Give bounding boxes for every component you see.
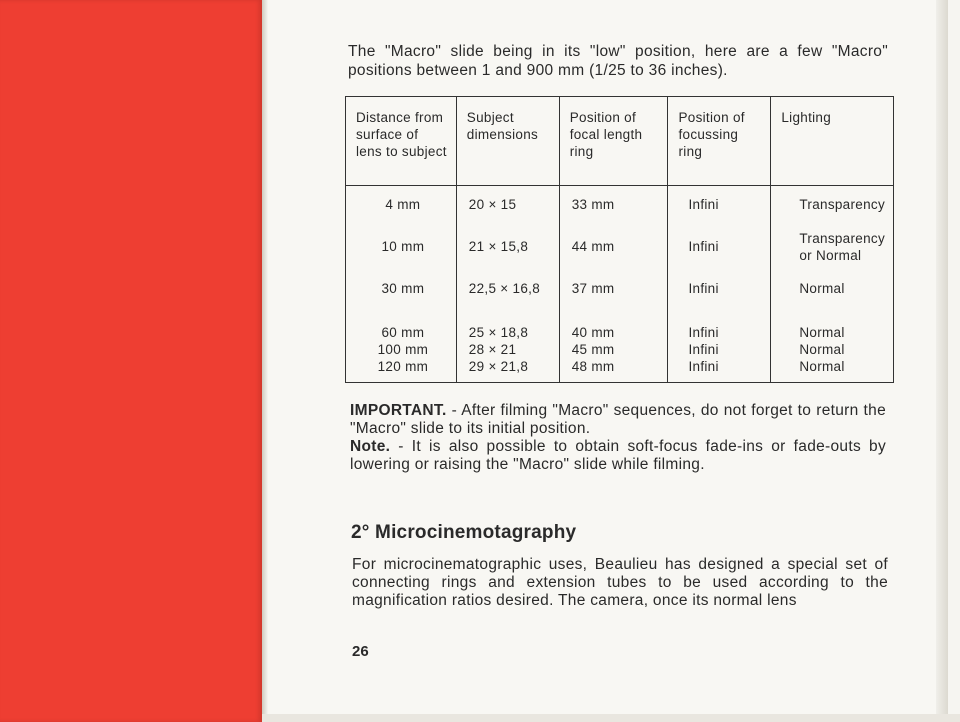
cell-focal-length: 44 mm xyxy=(559,230,668,272)
page-bottom-edge xyxy=(262,714,960,722)
cell-dimensions: 25 × 18,8 28 × 21 29 × 21,8 xyxy=(456,314,559,383)
cell-focussing: Infini xyxy=(668,230,771,272)
intro-paragraph: The "Macro" slide being in its "low" position, here are a few "Macro" positions between 1 and 900 mm (1/25 to 36 inches). xyxy=(348,43,888,79)
cell-focal-length: 37 mm xyxy=(559,272,668,314)
cell-focussing: Infini xyxy=(668,186,771,231)
cell-focussing: Infini Infini Infini xyxy=(668,314,771,383)
cell-lighting: Normal Normal Normal xyxy=(771,314,894,383)
header-distance: Distance from surface of lens to subject xyxy=(346,97,457,186)
body-paragraph: For microcinematographic uses, Beaulieu has designed a special set of connecting rings and extension tubes to be used according to the magnification ratios desired. The camera, once its normal lens xyxy=(352,556,888,609)
cell-focussing: Infini xyxy=(668,272,771,314)
table-row xyxy=(346,314,894,383)
table-row xyxy=(346,272,894,314)
cell-distance: 10 mm xyxy=(346,230,457,272)
important-label: IMPORTANT. xyxy=(350,402,447,419)
important-paragraph xyxy=(350,402,886,474)
table-row xyxy=(346,186,894,231)
cell-dimensions: 22,5 × 16,8 xyxy=(456,272,559,314)
note-text: - It is also possible to obtain soft-focus fade-ins or fade-outs by lowering or raising the "Macro" slide while filming. xyxy=(350,438,886,473)
header-subject-dimensions: Subject dimensions xyxy=(456,97,559,186)
book-cover-edge xyxy=(0,0,262,722)
page-number: 26 xyxy=(352,643,369,660)
header-lighting: Lighting xyxy=(771,97,894,186)
macro-positions-table xyxy=(345,96,894,383)
header-focal-length-ring: Position of focal length ring xyxy=(559,97,668,186)
important-text: - After filming "Macro" sequences, do not forget to return the "Macro" slide to its initial position. xyxy=(350,402,886,437)
table-row xyxy=(346,230,894,272)
cell-distance: 60 mm 100 mm 120 mm xyxy=(346,314,457,383)
section-title: 2° Microcinemotagraphy xyxy=(351,522,577,543)
cell-focal-length: 33 mm xyxy=(559,186,668,231)
cell-distance: 4 mm xyxy=(346,186,457,231)
header-focussing-ring: Position of focussing ring xyxy=(668,97,771,186)
note-label: Note. xyxy=(350,438,391,455)
cell-focal-length: 40 mm 45 mm 48 mm xyxy=(559,314,668,383)
cell-dimensions: 21 × 15,8 xyxy=(456,230,559,272)
table-header-row xyxy=(346,97,894,186)
cell-lighting: Transparency xyxy=(771,186,894,231)
cell-lighting: Transparency or Normal xyxy=(771,230,894,272)
cell-distance: 30 mm xyxy=(346,272,457,314)
cell-dimensions: 20 × 15 xyxy=(456,186,559,231)
cell-lighting: Normal xyxy=(771,272,894,314)
page-edge xyxy=(936,0,948,722)
